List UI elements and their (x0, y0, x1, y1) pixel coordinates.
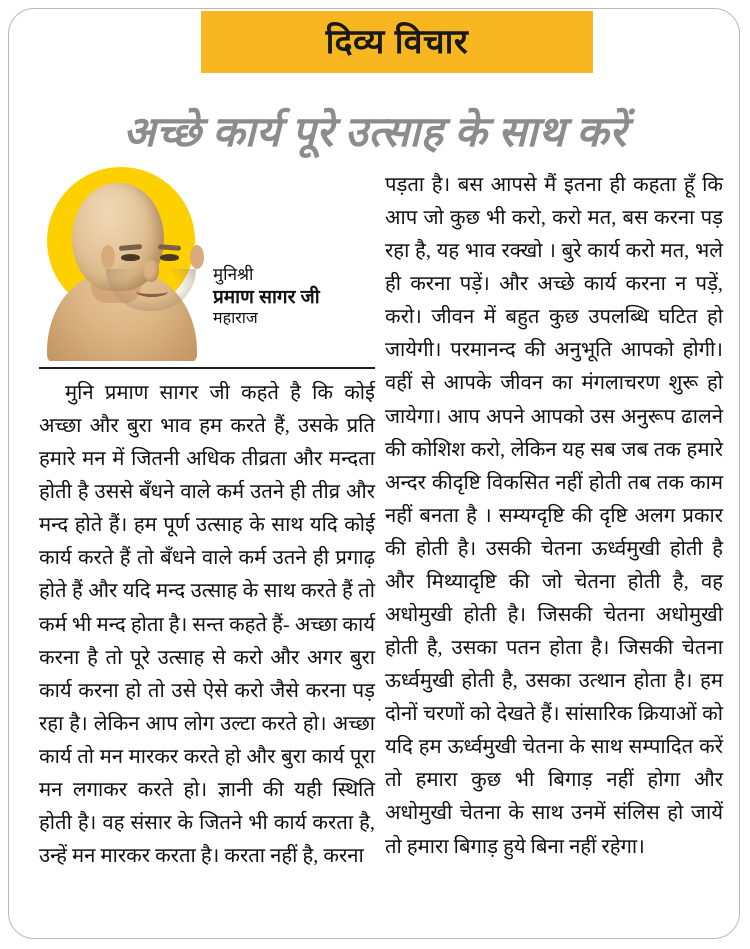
section-banner (201, 11, 593, 73)
article-paragraph-right: पड़ता है। बस आपसे मैं इतना ही कहता हूँ कि आप जो कुछ भी करो, करो मत, बस करना पड़ रहा है, यह भाव रक्खो । बुरे कार्य करो मत, भले ही करना पड़ें। और अच्छे कार्य करना न पड़ें, करो। जीवन में बहुत कुछ उपलब्धि घटित हो जायेगी। परमानन्द की अनुभूति आपको होगी। वहीं से आपके जीवन का मंगलाचरण शुरू हो जायेगा। आप अपने आपको उस अनुरूप ढालने की कोशिश करो, लेकिन यह सब जब तक हमारे अन्दर कीदृष्टि विकसित नहीं होती तब तक काम नहीं बनता है । सम्यग्दृष्टि की दृष्टि अलग प्रकार की होती है। उसकी चेतना ऊर्ध्वमुखी होती है और मिथ्यादृष्टि की जो चेतना होती है, वह अधोमुखी होती है। जिसकी चेतना अधोमुखी होती है, उसका पतन होता है। जिसकी चेतना ऊर्ध्वमुखी होती है, उसका उत्थान होता है। हम दोनों चरणों को देखते हैं। सांसारिक क्रियाओं को यदि हम ऊर्ध्वमुखी चेतना के साथ सम्पादित करें तो हमारा कुछ भी बिगाड़ नहीं होगा और अधोमुखी चेतना के साथ उनमें संलिस हो जायें तो हमारा बिगाड़ हुये बिना नहीं रहेगा। (385, 174, 723, 858)
portrait-head (72, 183, 164, 291)
caption-divider-rule (39, 367, 375, 369)
monk-portrait-image (39, 165, 205, 361)
article-body-left (39, 377, 375, 873)
left-column (27, 157, 375, 868)
section-banner-label: दिव्य विचार (325, 23, 469, 61)
portrait-eye-left (121, 254, 140, 261)
portrait-caption (213, 265, 375, 328)
article-body-right (385, 169, 723, 864)
portrait-ear-right (190, 245, 204, 269)
caption-name: प्रमाण सागर जी (213, 286, 320, 308)
portrait-ear-left (101, 245, 115, 269)
portrait-brow-right (158, 244, 181, 251)
portrait-nose (143, 260, 159, 282)
portrait-block (27, 157, 375, 362)
divya-vichar-card (8, 8, 740, 939)
article-headline: अच्छे कार्य पूरे उत्साह के साथ करें (123, 110, 627, 157)
caption-honorific: मुनिश्री (213, 265, 254, 284)
header-banner-row (9, 9, 740, 73)
article-paragraph-left: मुनि प्रमाण सागर जी कहते है कि कोई अच्छा और बुरा भाव हम करते हैं, उसके प्रति हमारे मन में जितनी अधिक तीव्रता और मन्दता होती है उससे बँधने वाले कर्म उतने ही तीव्र और मन्द होते हैं। हम पूर्ण उत्साह के साथ यदि कोई कार्य करते हैं तो बँधने वाले कर्म उतने ही प्रगाढ़ होते हैं और यदि मन्द उत्साह के साथ करते हैं तो कर्म भी मन्द होता है। सन्त कहते हैं- अच्छा कार्य करना है तो पूरे उत्साह से करो और अगर बुरा कार्य करना हो तो उसे ऐसे करो जैसे करना पड़ रहा है। लेकिन आप लोग उल्टा करते हो। अच्छा कार्य तो मन मारकर करते हो और बुरा कार्य पूरा मन लगाकर करते हो। ज्ञानी की यही स्थिति होती है। वह संसार के जितने भी कार्य करता है, उन्हें मन मारकर करता है। करता नहीं है, करना (39, 382, 375, 868)
caption-title: महाराज (213, 309, 258, 327)
portrait-brow-left (119, 244, 142, 251)
portrait-mouth (136, 286, 168, 297)
portrait-eye-right (160, 254, 179, 261)
article-columns (9, 157, 740, 927)
